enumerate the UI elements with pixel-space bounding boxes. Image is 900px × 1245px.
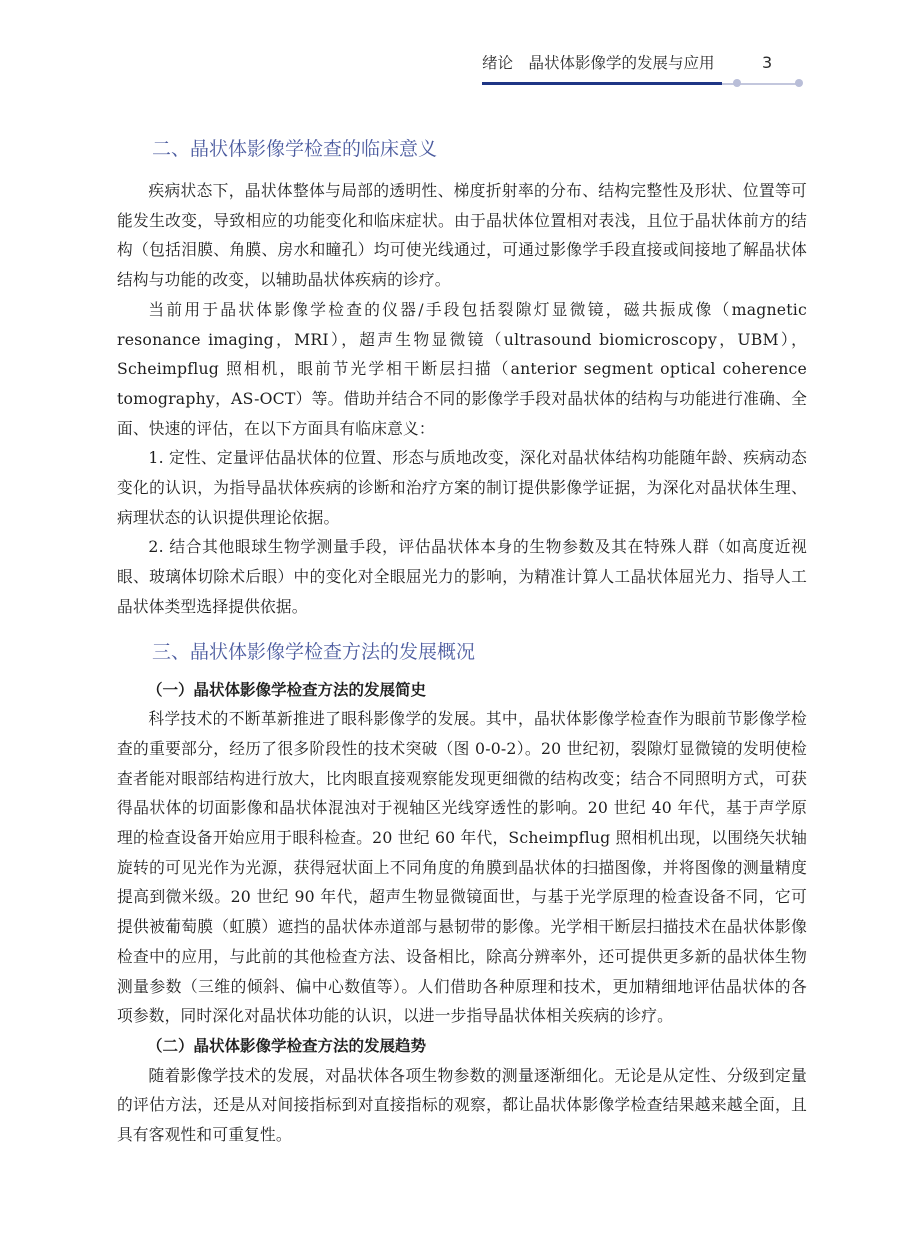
page-number: 3: [762, 53, 773, 72]
section-heading-clinical-significance: 二、晶状体影像学检查的临床意义: [152, 138, 438, 160]
paragraph-imaging-methods: 当前用于晶状体影像学检查的仪器/手段包括裂隙灯显微镜，磁共振成像（magnetic resonance imaging，MRI），超声生物显微镜（ultrasound biomicroscopy，UBM），Scheimpflug 照相机，眼前节光学相干断层扫描（anterior segment optical coherence tomography，AS-OCT）等。借助并结合不同的影像学手段对晶状体的结构与功能进行准确、全面、快速的评估，在以下方面具有临床意义：: [117, 299, 808, 438]
subsection-heading-history: （一）晶状体影像学检查方法的发展简史: [147, 679, 427, 699]
running-header-title: 绪论 晶状体影像学的发展与应用: [482, 54, 715, 72]
section-heading-development-overview: 三、晶状体影像学检查方法的发展概况: [152, 640, 476, 663]
list-item-2: 2. 结合其他眼球生物学测量手段，评估晶状体本身的生物参数及其在特殊人群（如高度近视眼、玻璃体切除术后眼）中的变化对全眼屈光力的影响，为精准计算人工晶状体屈光力、指导人工晶状体类型选择提供依据。: [117, 537, 807, 616]
list-item-1: 1. 定性、定量评估晶状体的位置、形态与质地改变，深化对晶状体结构功能随年龄、疾病动态变化的认识，为指导晶状体疾病的诊断和治疗方案的制订提供影像学证据，为深化对晶状体生理、病理状态的认识提供理论依据。: [117, 448, 807, 527]
page-content: [117, 134, 807, 1150]
paragraph-disease-state: 疾病状态下，晶状体整体与局部的透明性、梯度折射率的分布、结构完整性及形状、位置等可能发生改变，导致相应的功能变化和临床症状。由于晶状体位置相对表浅，且位于晶状体前方的结构（包括泪膜、角膜、房水和瞳孔）均可使光线通过，可通过影像学手段直接或间接地了解晶状体结构与功能的改变，以辅助晶状体疾病的诊疗。: [117, 181, 807, 290]
paragraph-history: 科学技术的不断革新推进了眼科影像学的发展。其中，晶状体影像学检查作为眼前节影像学检查的重要部分，经历了很多阶段性的技术突破（图 0-0-2）。20 世纪初，裂隙灯显微镜的发明使检查者能对眼部结构进行放大，比肉眼直接观察能发现更细微的结构改变；结合不同照明方式，可获得晶状体的切面影像和晶状体混浊对于视轴区光线穿透性的影响。20 世纪 40 年代，基于声学原理的检查设备开始应用于眼科检查。20 世纪 60 年代，Scheimpflug 照相机出现，以围绕矢状轴旋转的可见光作为光源，获得冠状面上不同角度的角膜到晶状体的扫描图像，并将图像的测量精度提高到微米级。20 世纪 90 年代，超声生物显微镜面世，与基于光学原理的检查设备不同，它可提供被葡萄膜（虹膜）遮挡的晶状体赤道部与悬韧带的影像。光学相干断层扫描技术在晶状体影像检查中的应用，与此前的其他检查方法、设备相比，除高分辨率外，还可提供更多新的晶状体生物测量参数（三维的倾斜、偏中心数值等）。人们借助各种原理和技术，更加精细地评估晶状体的各项参数，同时深化对晶状体功能的认识，以进一步指导晶状体相关疾病的诊疗。: [117, 709, 807, 1026]
header-dot-left: [733, 79, 741, 87]
subsection-heading-trends: （二）晶状体影像学检查方法的发展趋势: [147, 1035, 427, 1055]
header-dot-right: [795, 79, 803, 87]
paragraph-trends: 随着影像学技术的发展，对晶状体各项生物参数的测量逐渐细化。无论是从定性、分级到定量的评估方法，还是从对间接指标到对直接指标的观察，都让晶状体影像学检查结果越来越全面，且具有客观性和可重复性。: [117, 1065, 807, 1145]
header-rule: [482, 82, 722, 85]
running-header: [482, 52, 810, 92]
